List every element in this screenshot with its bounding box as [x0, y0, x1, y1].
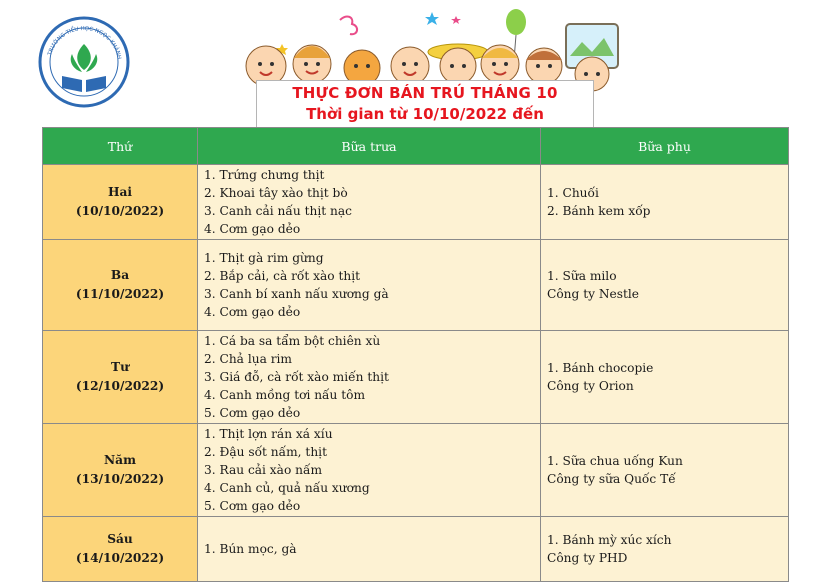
lunch-cell	[198, 240, 541, 331]
menu-table	[42, 127, 789, 582]
day-cell	[43, 424, 198, 517]
snack-cell	[541, 165, 789, 240]
day-name: Sáu	[107, 532, 133, 546]
school-logo	[36, 14, 132, 110]
lunch-cell	[198, 165, 541, 240]
page-subtitle: Thời gian từ 10/10/2022 đến	[306, 105, 544, 123]
day-name: Ba	[110, 268, 130, 282]
table-row	[43, 165, 789, 240]
day-cell	[43, 165, 198, 240]
snack-item: 1. Sữa chua uống Kun	[547, 454, 683, 468]
snack-item: 1. Bánh chocopie	[547, 361, 654, 375]
snack-item: 2. Bánh kem xốp	[547, 204, 651, 218]
lunch-item: 3. Giá đỗ, cà rốt xào miến thịt	[204, 370, 389, 384]
day-date: (12/10/2022)	[75, 379, 165, 393]
table-row	[43, 424, 789, 517]
column-header-snack: Bữa phụ	[541, 128, 789, 165]
column-header-lunch: Bữa trưa	[198, 128, 541, 165]
lunch-item: 4. Cơm gạo dẻo	[204, 305, 301, 319]
lunch-item: 4. Canh củ, quả nấu xương	[204, 481, 370, 495]
lunch-cell	[198, 331, 541, 424]
day-date: (13/10/2022)	[75, 472, 165, 486]
table-row	[43, 517, 789, 582]
svg-text:TRƯỜNG TIỂU HỌC NGỌC KHÁNH: TRƯỜNG TIỂU HỌC NGỌC KHÁNH	[47, 25, 122, 60]
day-date: (10/10/2022)	[75, 204, 165, 218]
lunch-item: 2. Chả lụa rim	[204, 352, 292, 366]
snack-item: Công ty sữa Quốc Tế	[547, 472, 676, 486]
snack-item: Công ty Nestle	[547, 287, 639, 301]
snack-item: 1. Bánh mỳ xúc xích	[547, 533, 672, 547]
lunch-item: 4. Canh mồng tơi nấu tôm	[204, 388, 366, 402]
lunch-item: 1. Thịt gà rim gừng	[204, 251, 324, 265]
day-cell	[43, 240, 198, 331]
lunch-item: 1. Trứng chưng thịt	[204, 168, 325, 182]
page-title: THỰC ĐƠN BÁN TRÚ THÁNG 10	[292, 84, 558, 102]
lunch-item: 2. Bắp cải, cà rốt xào thịt	[204, 269, 361, 283]
lunch-item: 5. Cơm gạo dẻo	[204, 499, 301, 513]
lunch-item: 3. Rau cải xào nấm	[204, 463, 323, 477]
day-name: Tư	[111, 360, 129, 374]
lunch-item: 2. Khoai tây xào thịt bò	[204, 186, 348, 200]
lunch-item: 3. Canh bí xanh nấu xương gà	[204, 287, 389, 301]
snack-item: Công ty Orion	[547, 379, 634, 393]
snack-cell	[541, 424, 789, 517]
snack-cell	[541, 331, 789, 424]
lunch-cell	[198, 424, 541, 517]
lunch-item: 1. Bún mọc, gà	[204, 542, 297, 556]
lunch-item: 3. Canh cải nấu thịt nạc	[204, 204, 352, 218]
lunch-cell	[198, 517, 541, 582]
menu-title-box	[256, 80, 594, 130]
table-header-row	[43, 128, 789, 165]
table-row	[43, 240, 789, 331]
table-row	[43, 331, 789, 424]
day-date: (14/10/2022)	[75, 551, 165, 565]
lunch-item: 1. Thịt lợn rán xá xíu	[204, 427, 333, 441]
day-cell	[43, 517, 198, 582]
snack-item: Công ty PHD	[547, 551, 628, 565]
lunch-item: 4. Cơm gạo dẻo	[204, 222, 301, 236]
snack-item: 1. Chuối	[547, 186, 599, 200]
snack-cell	[541, 517, 789, 582]
snack-item: 1. Sữa milo	[547, 269, 617, 283]
day-name: Năm	[104, 453, 136, 467]
day-name: Hai	[107, 185, 133, 199]
lunch-item: 5. Cơm gạo dẻo	[204, 406, 301, 420]
day-cell	[43, 331, 198, 424]
lunch-item: 1. Cá ba sa tẩm bột chiên xù	[204, 334, 381, 348]
day-date: (11/10/2022)	[75, 287, 165, 301]
lunch-item: 2. Đậu sốt nấm, thịt	[204, 445, 327, 459]
snack-cell	[541, 240, 789, 331]
column-header-day: Thứ	[43, 128, 198, 165]
